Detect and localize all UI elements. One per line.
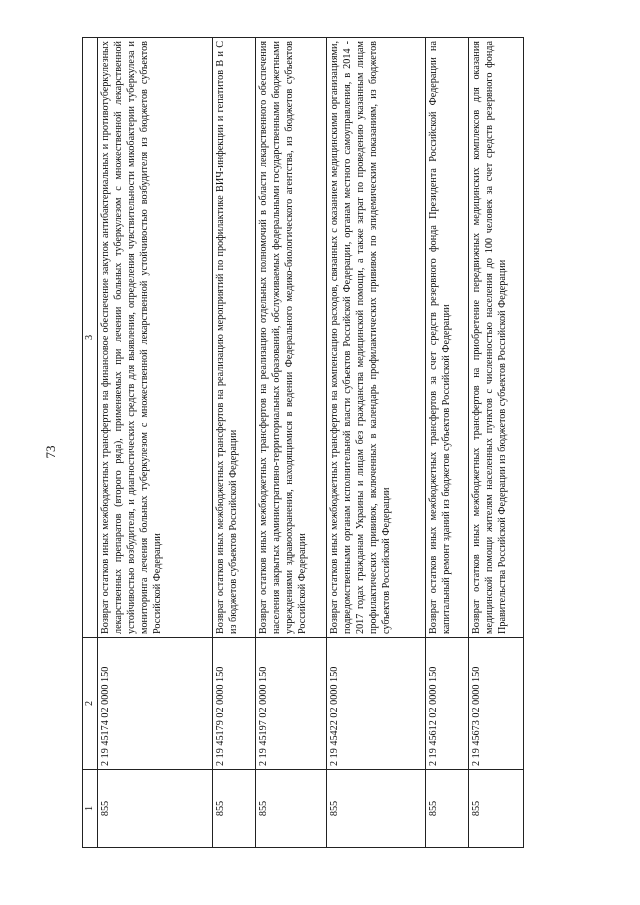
admin-code-cell: 855 [98,770,213,848]
admin-code-cell: 855 [327,770,426,848]
budget-code-table [82,37,524,848]
admin-code-cell: 855 [256,770,327,848]
column-header-3: 3 [83,38,98,638]
budget-code-cell: 2 19 45422 02 0000 150 [327,638,426,770]
description-cell: Возврат остатков иных межбюджетных трансфертов на компенсацию расходов, связанных с оказанием медицинскими организациями, подведомственными органам исполнительной власти субъектов Российской Федерации, органам местного самоуправления, в 2014 - 2017 годах гражданам Украины и лицам без гражданства медицинской помощи, а также затрат по проведению указанным лицам профилактических прививок, включенных в календарь профилактических прививок по эпидемическим показаниям, из бюджетов субъектов Российской Федерации [327,38,426,638]
budget-code-cell: 2 19 45179 02 0000 150 [213,638,256,770]
table-container [82,38,522,848]
budget-code-cell: 2 19 45174 02 0000 150 [98,638,213,770]
admin-code-cell: 855 [469,770,524,848]
budget-code-cell: 2 19 45197 02 0000 150 [256,638,327,770]
budget-code-cell: 2 19 45673 02 0000 150 [469,638,524,770]
description-cell: Возврат остатков иных межбюджетных трансфертов на реализацию отдельных полномочий в области лекарственного обеспечения населения закрытых административно-территориальных образований, обслуживаемых федеральными государственными бюджетными учреждениями здравоохранения, находящимися в ведении Федерального медико-биологического агентства, из бюджетов субъектов Российской Федерации [256,38,327,638]
description-cell: Возврат остатков иных межбюджетных трансфертов на реализацию мероприятий по профилактике ВИЧ-инфекции и гепатитов В и С из бюджетов субъектов Российской Федерации [213,38,256,638]
column-header-2: 2 [83,638,98,770]
description-cell: Возврат остатков иных межбюджетных трансфертов на приобретение передвижных медицинских комплексов для оказания медицинской помощи жителям населенных пунктов с численностью населения до 100 человек за счет средств резервного фонда Правительства Российской Федерации из бюджетов субъектов Российской Федерации [469,38,524,638]
table-header-row [83,38,98,848]
table-row [426,38,469,848]
budget-code-cell: 2 19 45612 02 0000 150 [426,638,469,770]
table-row [213,38,256,848]
table-row [469,38,524,848]
page-number: 73 [43,445,58,459]
table-row [256,38,327,848]
description-cell: Возврат остатков иных межбюджетных трансфертов на финансовое обеспечение закупок антибактериальных и противотуберкулезных лекарственных препаратов (второго ряда), применяемых при лечении больных туберкулезом с множественной лекарственной устойчивостью возбудителя, и диагностических средств для выявления, определения чувствительности микобактерии туберкулеза и мониторинга лечения больных туберкулезом с множественной лекарственной устойчивостью возбудителя из бюджетов субъектов Российской Федерации [98,38,213,638]
admin-code-cell: 855 [213,770,256,848]
description-cell: Возврат остатков иных межбюджетных трансфертов за счет средств резервного фонда Президента Российской Федерации на капитальный ремонт зданий из бюджетов субъектов Российской Федерации [426,38,469,638]
table-row [98,38,213,848]
table-row [327,38,426,848]
column-header-1: 1 [83,770,98,848]
admin-code-cell: 855 [426,770,469,848]
